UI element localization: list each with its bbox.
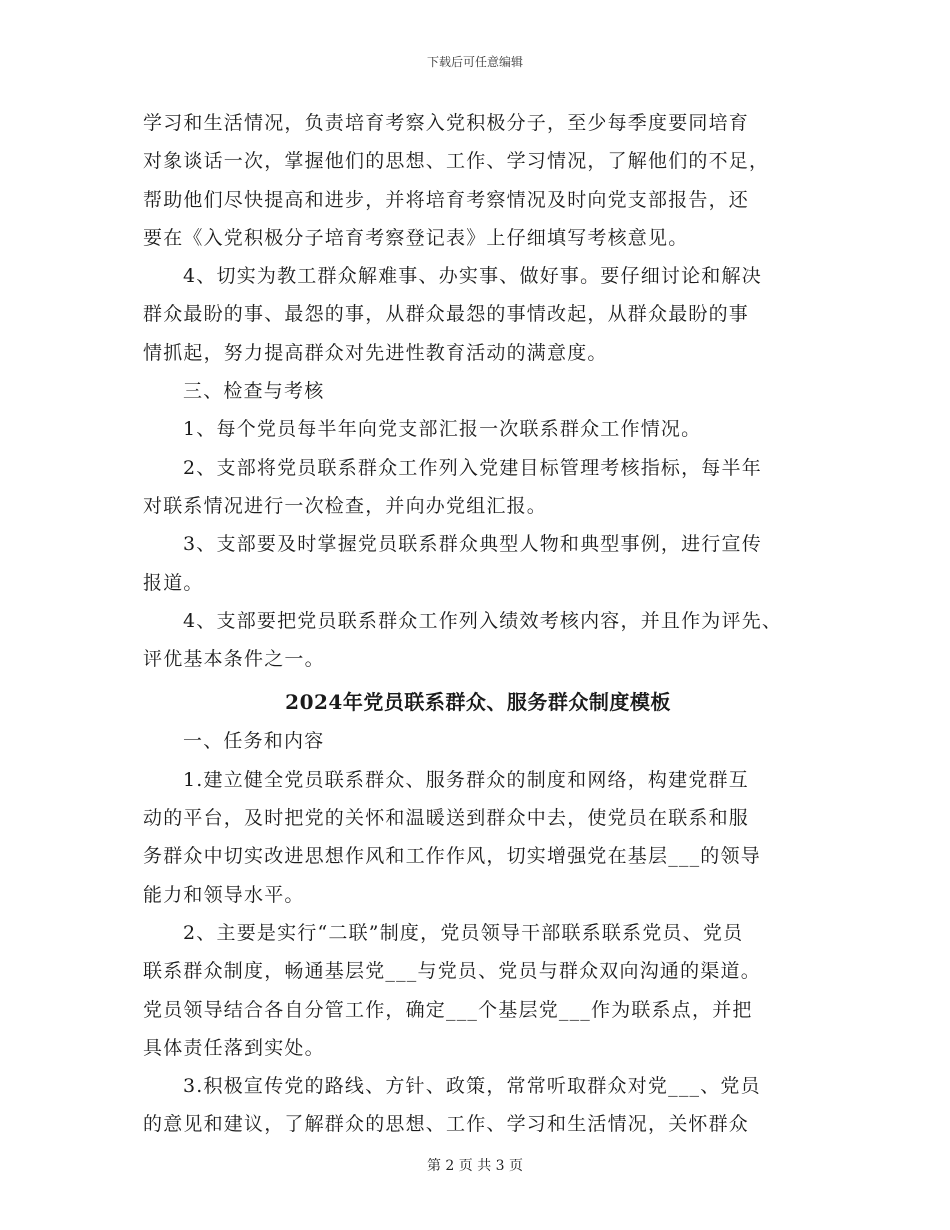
page-header: 下载后可任意编辑: [426, 55, 523, 69]
document-body: [143, 104, 813, 1144]
paragraph-line: 2、主要是实行“二联”制度，党员领导干部联系联系党员、党员: [183, 921, 744, 944]
paragraph-line: 2、支部将党员联系群众工作列入党建目标管理考核指标，每半年: [183, 456, 762, 479]
section-heading: 一、任务和内容: [183, 730, 325, 753]
paragraph-line: 4、切实为教工群众解难事、办实事、做好事。要仔细讨论和解决: [183, 265, 762, 288]
paragraph-line: 1、每个党员每半年向党支部汇报一次联系群众工作情况。: [183, 418, 702, 441]
paragraph-line: 对象谈话一次，掌握他们的思想、工作、学习情况，了解他们的不足，: [143, 150, 770, 173]
paragraph-line: 群众最盼的事、最怨的事，从群众最怨的事情改起，从群众最盼的事: [143, 303, 750, 326]
paragraph-line: 4、支部要把党员联系群众工作列入绩效考核内容，并且作为评先、: [183, 609, 783, 632]
paragraph-line: 学习和生活情况，负责培育考察入党积极分子，至少每季度要同培育: [143, 112, 750, 134]
paragraph-line: 的意见和建议，了解群众的思想、工作、学习和生活情况，关怀群众: [143, 1113, 750, 1136]
paragraph-line: 动的平台，及时把党的关怀和温暖送到群众中去，使党员在联系和服: [143, 807, 750, 830]
page-footer: 第 2 页 共 3 页: [426, 1158, 524, 1174]
paragraph-line: 务群众中切实改进思想作风和工作作风，切实增强党在基层___的领导: [143, 845, 761, 868]
paragraph-line: 评优基本条件之一。: [143, 648, 325, 671]
paragraph-line: 情抓起，努力提高群众对先进性教育活动的满意度。: [143, 341, 608, 364]
paragraph-line: 具体责任落到实处。: [143, 1036, 325, 1059]
paragraph-line: 要在《入党积极分子培育考察登记表》上仔细填写考核意见。: [143, 226, 689, 249]
paragraph-line: 3.积极宣传党的路线、方针、政策，常常听取群众对党___、党员: [183, 1075, 761, 1098]
section-heading: 三、检查与考核: [183, 380, 325, 403]
paragraph-line: 帮助他们尽快提高和进步，并将培育考察情况及时向党支部报告，还: [143, 188, 750, 211]
paragraph-line: 1.建立健全党员联系群众、服务群众的制度和网络，构建党群互: [183, 768, 749, 791]
paragraph-line: 对联系情况进行一次检查，并向办党组汇报。: [143, 494, 548, 517]
document-title: 2024年党员联系群众、服务群众制度模板: [285, 690, 671, 715]
paragraph-line: 报道。: [143, 571, 204, 594]
paragraph-line: 联系群众制度，畅通基层党___与党员、党员与群众双向沟通的渠道。: [143, 960, 761, 983]
paragraph-line: 党员领导结合各自分管工作，确定___个基层党___作为联系点，并把: [143, 998, 753, 1021]
paragraph-line: 3、支部要及时掌握党员联系群众典型人物和典型事例，进行宣传: [183, 533, 762, 556]
paragraph-line: 能力和领导水平。: [143, 883, 305, 906]
